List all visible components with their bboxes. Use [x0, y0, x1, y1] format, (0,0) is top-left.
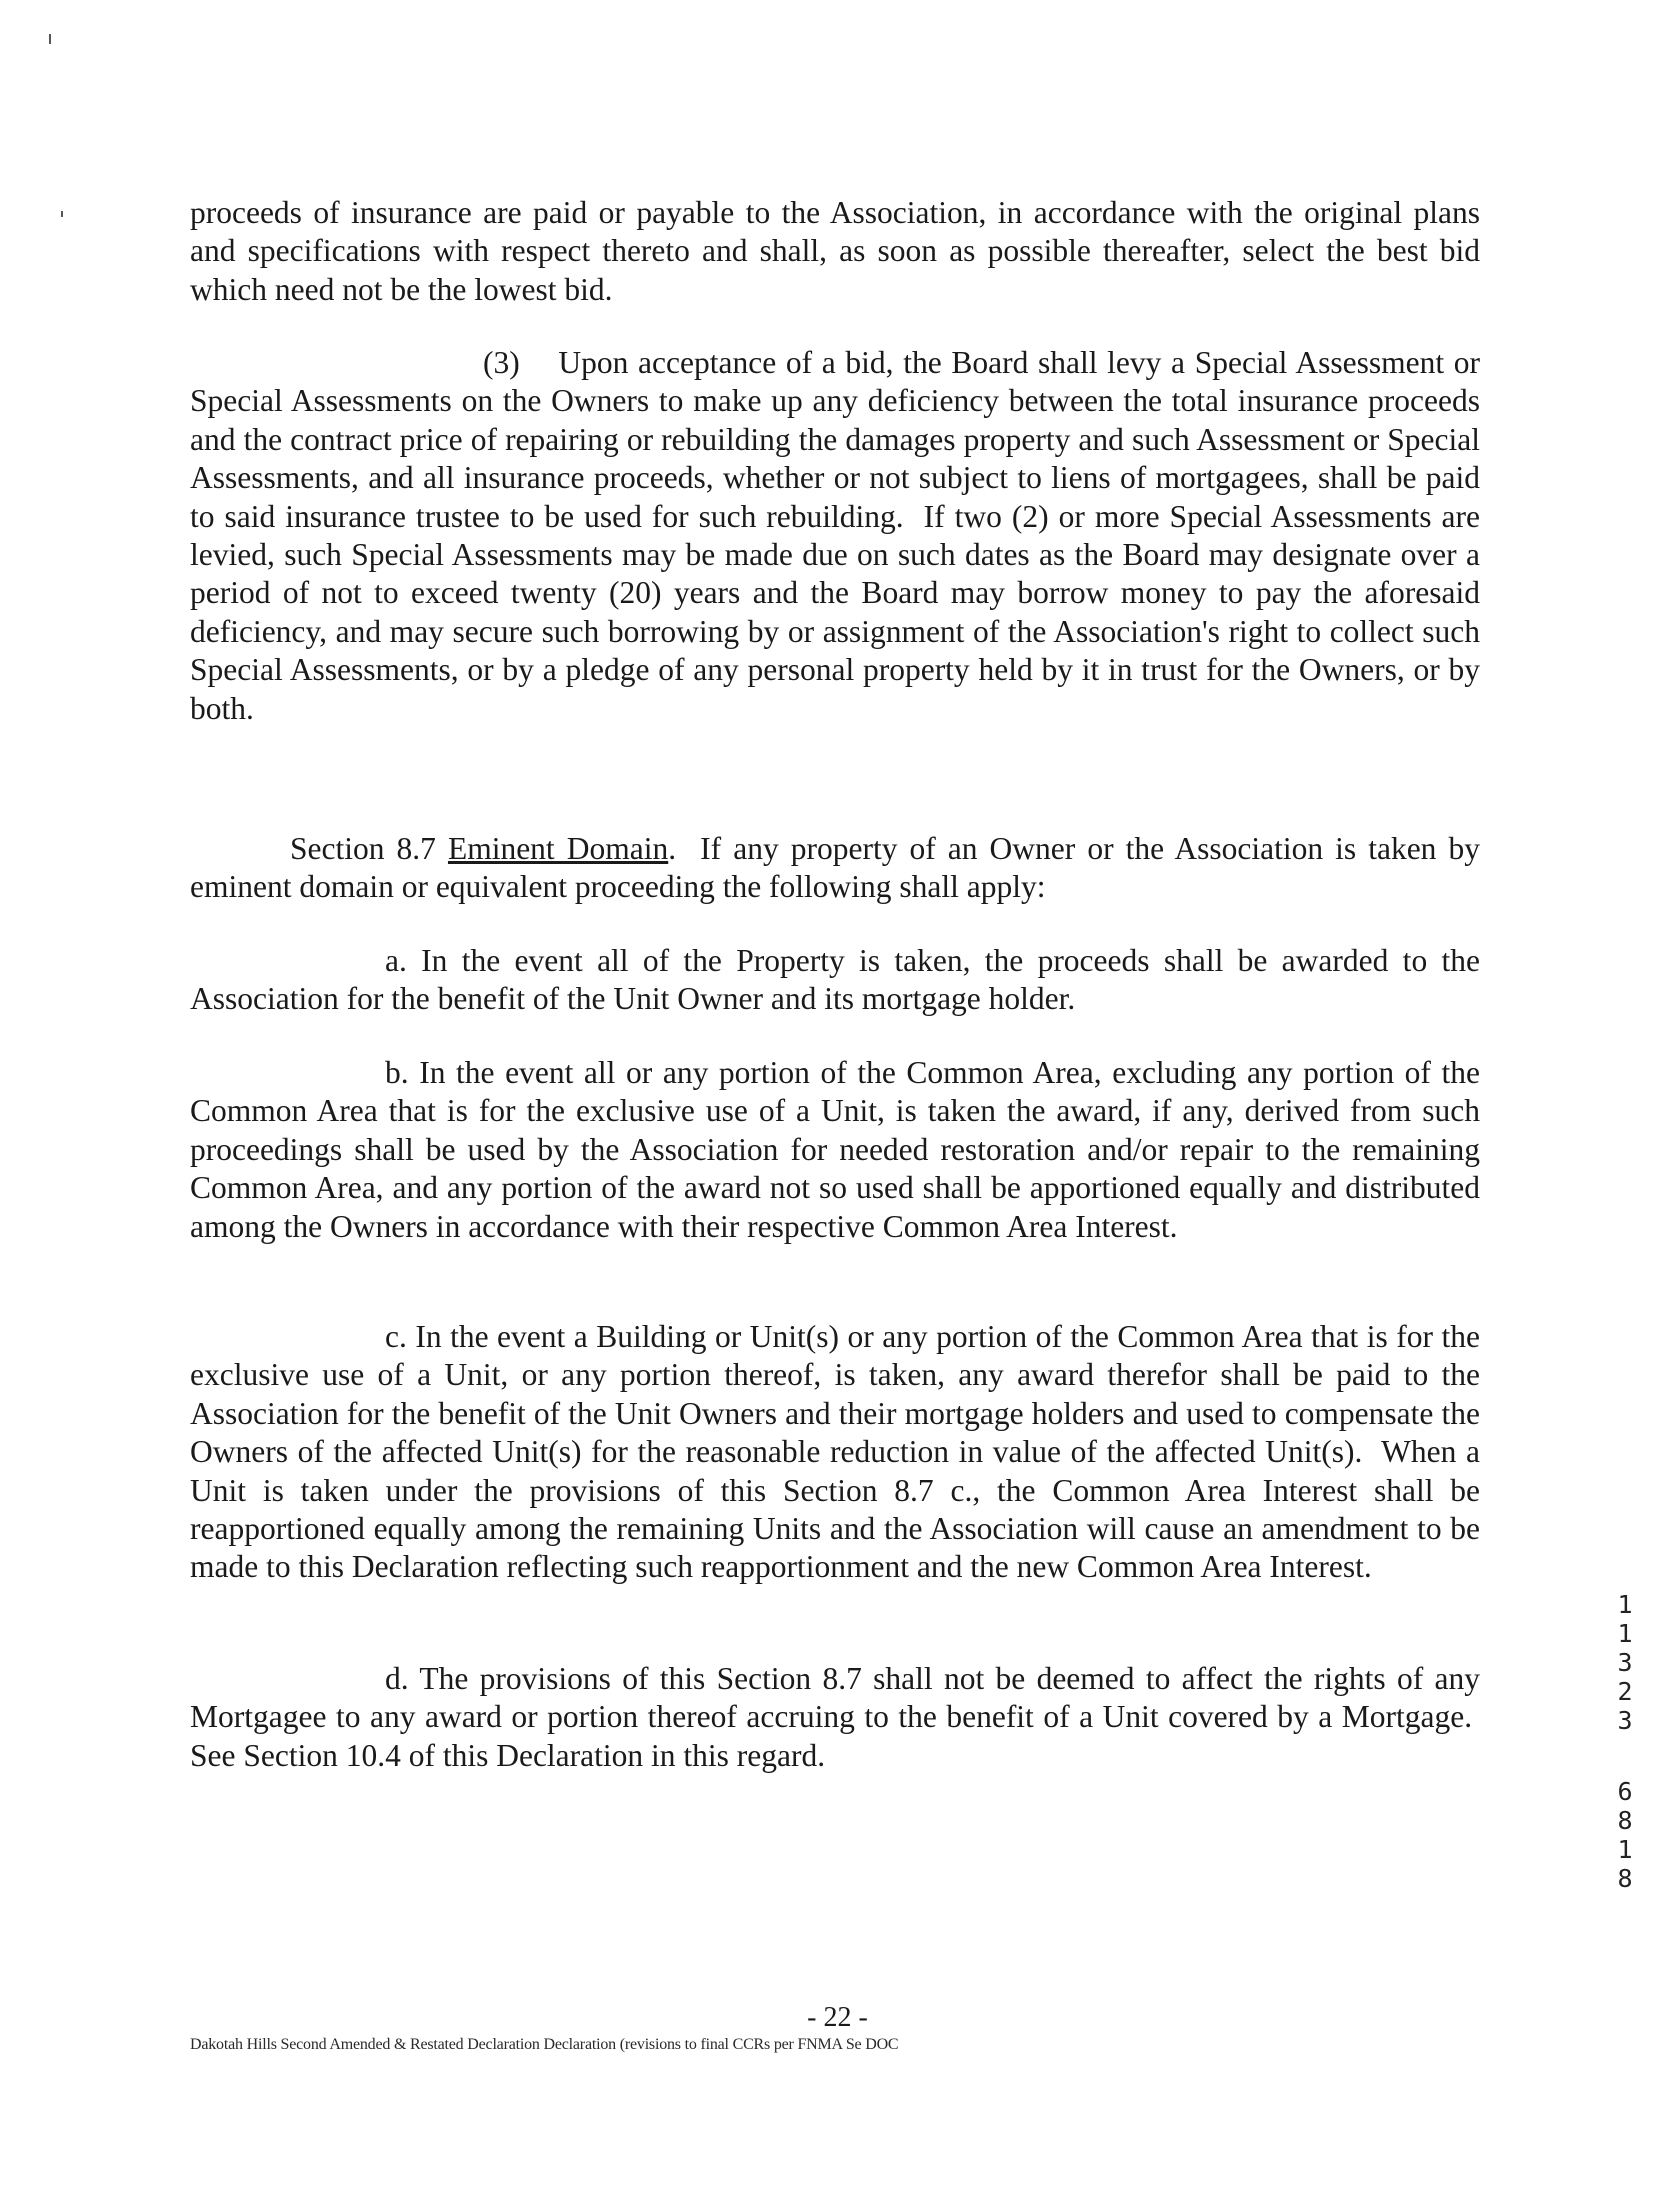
list-item-d: d. The provisions of this Section 8.7 shall not be deemed to affect the rights of any Mortgagee to any award or portion thereof accruing to the benefit of a Unit covered by a Mortgage. See Section 10.4 of this Declaration in this regard.	[190, 1661, 1480, 1773]
paragraph-special-assessment: (3) Upon acceptance of a bid, the Board shall levy a Special Assessment or Special Assessments on the Owners to make up any deficiency between the total insurance proceeds and the contract price of repairing or rebuilding the damages property and such Assessment or Special Assessments, and all insurance proceeds, whether or not subject to liens of mortgagees, shall be paid to said insurance trustee to be used for such rebuilding. If two (2) or more Special Assessments are levied, such Special Assessments may be made due on such dates as the Board may designate over a period of not to exceed twenty (20) years and the Board may borrow money to pay the aforesaid deficiency, and may secure such borrowing by or assignment of the Association's right to collect such Special Assessments, or by a pledge of any personal property held by it in trust for the Owners, or by both.	[190, 345, 1480, 726]
margin-mark-top	[49, 34, 51, 44]
record-stamp	[1605, 1590, 1645, 1893]
section-intro: . If any property of an Owner or the Association is taken by eminent domain or equivalent proceeding the following shall apply:	[190, 831, 1480, 905]
section-heading-paragraph	[190, 830, 1480, 907]
stamp-digit: 3	[1617, 1648, 1633, 1677]
paragraph-continuation: proceeds of insurance are paid or payable to the Association, in accordance with the original plans and specifications with respect thereto and shall, as soon as possible thereafter, select the best bid which need not be the lowest bid.	[190, 195, 1480, 307]
document-footer: Dakotah Hills Second Amended & Restated Declaration Declaration (revisions to final CCRs per FNMA Se DOC	[190, 2036, 899, 2053]
stamp-digit: 6	[1617, 1777, 1633, 1806]
list-item-c: c. In the event a Building or Unit(s) or any portion of the Common Area that is for the exclusive use of a Unit, or any portion thereof, is taken, any award therefor shall be paid to the Association for the benefit of the Unit Owners and their mortgage holders and used to compensate the Owners of the affected Unit(s) for the reasonable reduction in value of the affected Unit(s). When a Unit is taken under the provisions of this Section 8.7 c., the Common Area Interest shall be reapportioned equally among the remaining Units and the Association will cause an amendment to be made to this Declaration reflecting such reapportionment and the new Common Area Interest.	[190, 1319, 1480, 1585]
list-item-a: a. In the event all of the Property is taken, the proceeds shall be awarded to the Association for the benefit of the Unit Owner and its mortgage holder.	[190, 943, 1480, 1017]
item-c-block	[190, 1318, 1480, 1587]
stamp-digit: 1	[1617, 1619, 1633, 1648]
item-a-block	[190, 942, 1480, 1019]
stamp-digit: 1	[1617, 1835, 1633, 1864]
body-block-top	[190, 194, 1480, 309]
section-prefix: Section 8.7	[290, 831, 448, 866]
page-number: - 22 -	[807, 2002, 868, 2033]
margin-mark-side	[61, 211, 63, 217]
section-heading: Eminent Domain	[447, 831, 669, 866]
stamp-digit: 8	[1617, 1806, 1633, 1835]
stamp-digit: 1	[1617, 1590, 1633, 1619]
section-8-7	[190, 830, 1480, 907]
stamp-digit: 8	[1617, 1864, 1633, 1893]
item-b-block	[190, 1054, 1480, 1246]
stamp-digit: 3	[1617, 1706, 1633, 1735]
body-block-assessment	[190, 344, 1480, 728]
stamp-digit: 2	[1617, 1677, 1633, 1706]
item-d-block	[190, 1660, 1480, 1775]
stamp-gap	[1605, 1735, 1645, 1777]
list-item-b: b. In the event all or any portion of the Common Area, excluding any portion of the Common Area that is for the exclusive use of a Unit, is taken the award, if any, derived from such proceedings shall be used by the Association for needed restoration and/or repair to the remaining Common Area, and any portion of the award not so used shall be apportioned equally and distributed among the Owners in accordance with their respective Common Area Interest.	[190, 1055, 1480, 1244]
